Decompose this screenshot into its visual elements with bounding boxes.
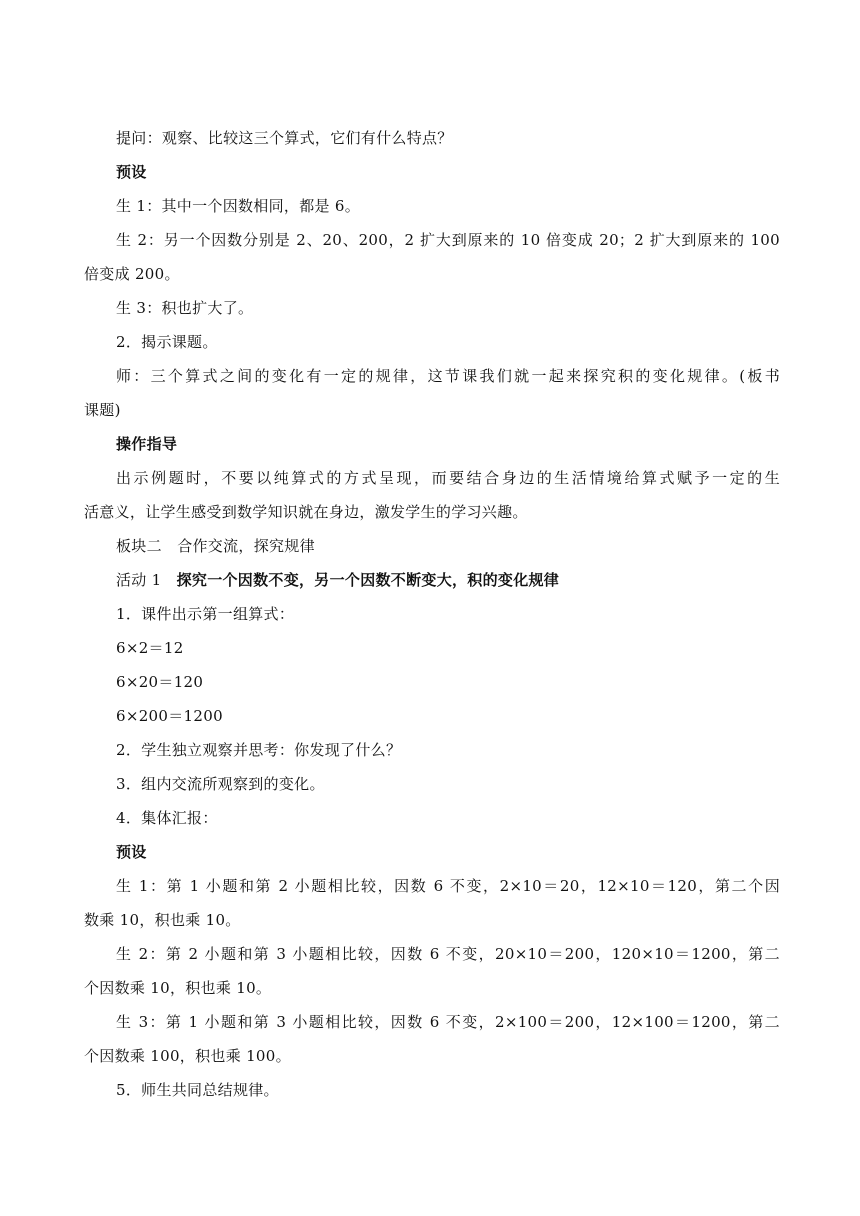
preset-heading-2: 预设 [116,843,147,861]
student-1-answer: 生 1：其中一个因数相同，都是 6。 [116,197,361,215]
step-2: 2．学生独立观察并思考：你发现了什么？ [116,741,402,759]
activity-label: 活动 1 [116,571,162,589]
report-3-line1: 生 3：第 1 小题和第 3 小题相比较，因数 6 不变，2×100＝200，12×100＝1200，第二 [116,1013,780,1031]
teacher-remark-line2: 课题) [84,401,121,419]
step-5: 5．师生共同总结规律。 [116,1081,279,1099]
report-1-line2: 数乘 10，积也乘 10。 [84,911,241,929]
guide-text-line1: 出示例题时，不要以纯算式的方式呈现，而要结合身边的生活情境给算式赋予一定的生 [116,469,780,487]
student-3-answer: 生 3：积也扩大了。 [116,299,254,317]
reveal-topic-step: 2．揭示课题。 [116,333,218,351]
guide-text-line2: 活意义，让学生感受到数学知识就在身边，激发学生的学习兴趣。 [84,503,528,521]
equation-2: 6×20＝120 [116,673,204,691]
report-3-line2: 个因数乘 100，积也乘 100。 [84,1047,291,1065]
report-2-line1: 生 2：第 2 小题和第 3 小题相比较，因数 6 不变，20×10＝200，120×10＝1200，第二 [116,945,780,963]
step-3: 3．组内交流所观察到的变化。 [116,775,325,793]
teacher-remark-line1: 师：三个算式之间的变化有一定的规律，这节课我们就一起来探究积的变化规律。(板书 [116,367,780,385]
operation-guide-heading: 操作指导 [116,435,178,453]
equation-3: 6×200＝1200 [116,707,223,725]
question-line: 提问：观察、比较这三个算式，它们有什么特点？ [116,129,453,147]
report-1-line1: 生 1：第 1 小题和第 2 小题相比较，因数 6 不变，2×10＝20，12×10＝120，第二个因 [116,877,780,895]
equation-1: 6×2＝12 [116,639,184,657]
activity-heading [116,570,780,590]
preset-heading: 预设 [116,163,147,181]
step-4: 4．集体汇报： [116,809,218,827]
activity-title: 探究一个因数不变，另一个因数不断变大，积的变化规律 [176,571,560,589]
report-2-line2: 个因数乘 10，积也乘 10。 [84,979,272,997]
student-2-answer-line1: 生 2：另一个因数分别是 2、20、200，2 扩大到原来的 10 倍变成 20；2 扩大到原来的 100 [116,231,780,249]
block-two-heading: 板块二 合作交流，探究规律 [116,537,315,555]
student-2-answer-line2: 倍变成 200。 [84,265,180,283]
step-1: 1．课件出示第一组算式： [116,605,295,623]
